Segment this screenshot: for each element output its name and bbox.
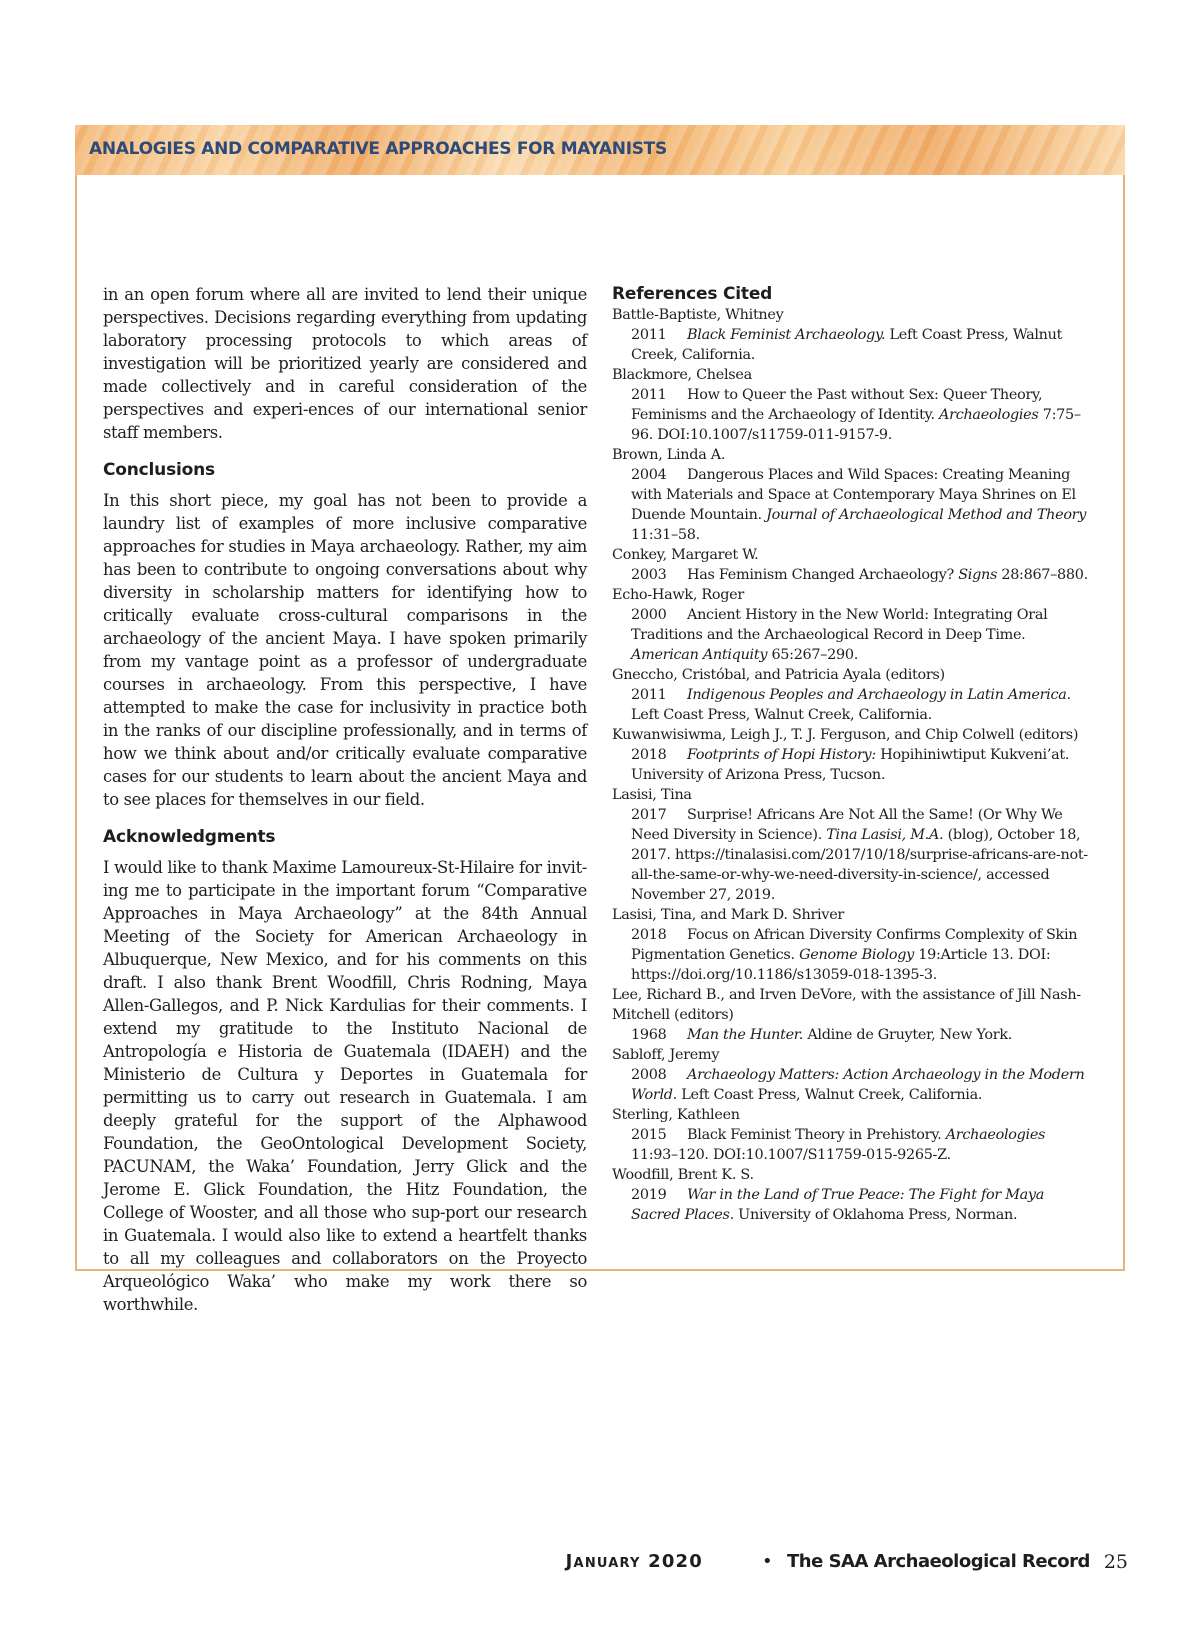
intro-paragraph: in an open forum where all are invited to lend their unique perspectives. Decisions regarding everything from updating laboratory processing protocols to which areas of investigation will be prioritized yearly are considered and made collectively and in careful consideration of the perspectives and experi-ences of our international senior staff members. [103, 285, 587, 442]
reference-title: Archaeology Matters: Action Archaeology in the Modern World [631, 1067, 1085, 1103]
reference-item [612, 985, 1092, 1045]
reference-year: 2003 [631, 567, 667, 583]
right-column [612, 283, 1092, 1225]
reference-entry [612, 1065, 1092, 1105]
reference-item [612, 725, 1092, 785]
reference-title: Indigenous Peoples and Archaeology in Latin America [687, 687, 1067, 703]
reference-text: Surprise! Africans Are Not All the Same! (Or Why We Need Diversity in Science). [631, 807, 1063, 843]
reference-title: Footprints of Hopi History: [687, 747, 876, 763]
reference-author: Woodfill, Brent K. S. [612, 1167, 754, 1183]
reference-entry [612, 685, 1092, 725]
reference-item [612, 905, 1092, 985]
reference-publication: 19:Article 13. DOI: https://doi.org/10.1186/s13059-018-1395-3. [631, 947, 1051, 983]
reference-title: Man the Hunter. [687, 1027, 804, 1043]
reference-year: 2019 [631, 1187, 667, 1203]
left-column [103, 283, 587, 1316]
reference-item [612, 545, 1092, 585]
reference-title: Signs [958, 567, 998, 583]
reference-author: Sterling, Kathleen [612, 1107, 740, 1123]
reference-author: Lasisi, Tina [612, 787, 692, 803]
reference-year: 2008 [631, 1067, 667, 1083]
reference-author: Lasisi, Tina, and Mark D. Shriver [612, 907, 844, 923]
reference-author: Gnecchо, Cristóbal, and Patricia Ayala (editors) [612, 667, 945, 683]
reference-item [612, 305, 1092, 365]
reference-title: Genome Biology [799, 947, 914, 963]
banner-title: ANALOGIES AND COMPARATIVE APPROACHES FOR MAYANISTS [89, 139, 667, 159]
reference-title: American Antiquity [631, 647, 768, 663]
reference-item [612, 665, 1092, 725]
reference-entry [612, 465, 1092, 545]
page-footer [0, 1551, 1200, 1581]
reference-publication: 7:75–96. DOI:10.1007/s11759-011-9157-9. [631, 407, 1081, 443]
acknowledgments-heading: Acknowledgments [103, 827, 276, 847]
reference-publication: 65:267–290. [767, 647, 859, 663]
acknowledgments-paragraph: I would like to thank Maxime Lamoureux-St-Hilaire for invit-ing me to participate in the important forum “Comparative Approaches in Maya Archaeology” at the 84th Annual Meeting of the Society for American Archaeology in Albuquerque, New Mexico, and for his comments on this draft. I also thank Brent Woodfill, Chris Rodning, Maya Allen-Gallegos, and P. Nick Kardulias for their comments. I extend my gratitude to the Instituto Nacional de Antropología e Historia de Guatemala (IDAEH) and the Ministerio de Cultura y Deportes in Guatemala for permitting us to carry out research in Guatemala. I am deeply grateful for the support of the Alphawood Foundation, the GeoOntological Development Society, PACUNAM, the Waka’ Foundation, Jerry Glick and the Jerome E. Glick Foundation, the Hitz Foundation, the College of Wooster, and all those who sup-port our research in Guatemala. I would also like to extend a heartfelt thanks to all my colleagues and collaborators on the Proyecto Arqueológico Waka’ who make my work there so worthwhile. [103, 858, 587, 1314]
reference-author: Kuwanwisiwma, Leigh J., T. J. Ferguson, and Chip Colwell (editors) [612, 727, 1079, 743]
reference-title: Journal of Archaeological Method and Theory [766, 507, 1087, 523]
reference-item [612, 785, 1092, 905]
reference-item [612, 1105, 1092, 1165]
reference-year: 2004 [631, 467, 667, 483]
reference-year: 2011 [631, 327, 667, 343]
reference-title: Archaeologies [945, 1127, 1046, 1143]
reference-publication: Left Coast Press, Walnut Creek, California. [631, 327, 1063, 363]
reference-author: Blackmore, Chelsea [612, 367, 752, 383]
reference-author: Battle-Baptiste, Whitney [612, 307, 784, 323]
page-number: 25 [1103, 1551, 1128, 1573]
conclusions-paragraph: In this short piece, my goal has not been to provide a laundry list of examples of more inclusive comparative approaches for studies in Maya archaeology. Rather, my aim has been to contribute to ongoing conversations about why diversity in scholarship matters for identifying how to critically evaluate cross-cultural comparisons in the archaeology of the ancient Maya. I have spoken primarily from my vantage point as a professor of undergraduate courses in archaeology. From this perspective, I have attempted to make the case for inclusivity in practice both in the ranks of our discipline professionally, and in terms of how we think about and/or critically evaluate comparative cases for our students to learn about the ancient Maya and to see places for themselves in our field. [103, 491, 587, 809]
reference-entry [612, 805, 1092, 905]
reference-year: 2017 [631, 807, 667, 823]
reference-author: Conkey, Margaret W. [612, 547, 759, 563]
conclusions-heading: Conclusions [103, 460, 215, 480]
reference-text: Focus on African Diversity Confirms Complexity of Skin Pigmentation Genetics. [631, 927, 1078, 963]
reference-publication: Hopihiniwtiput Kukveni’at. University of Arizona Press, Tucson. [631, 747, 1070, 783]
reference-publication: . Left Coast Press, Walnut Creek, California. [672, 1087, 983, 1103]
references-heading: References Cited [612, 284, 773, 304]
reference-entry [612, 1185, 1092, 1225]
reference-entry [612, 325, 1092, 365]
reference-entry [612, 745, 1092, 785]
reference-title: Archaeologies [939, 407, 1039, 423]
section-banner [75, 125, 1125, 175]
reference-publication: 28:867–880. [997, 567, 1088, 583]
reference-publication: (blog), October 18, 2017. https://tinalasisi.com/2017/10/18/surprise-africans-are-not-all-the-same-or-why-we-need-diversity-in-science/, accessed November 27, 2019. [631, 827, 1088, 903]
reference-entry [612, 1025, 1092, 1045]
reference-text: Dangerous Places and Wild Spaces: Creating Meaning with Materials and Space at Contemporary Maya Shrines on El Duende Mountain. [631, 467, 1076, 523]
reference-item [612, 445, 1092, 545]
reference-entry [612, 565, 1092, 585]
reference-entry [612, 1125, 1092, 1165]
reference-publication: 11:31–58. [631, 527, 700, 543]
reference-author: Echo-Hawk, Roger [612, 587, 744, 603]
reference-item [612, 1165, 1092, 1225]
footer-bullet: • [762, 1551, 773, 1572]
reference-year: 1968 [631, 1027, 667, 1043]
reference-year: 2000 [631, 607, 667, 623]
footer-date: January 2020 [565, 1551, 703, 1572]
reference-author: Lee, Richard B., and Irven DeVore, with the assistance of Jill Nash-Mitchell (editors) [612, 987, 1081, 1023]
reference-year: 2011 [631, 687, 667, 703]
reference-author: Brown, Linda A. [612, 447, 726, 463]
reference-title: Black Feminist Archaeology. [687, 327, 886, 343]
reference-entry [612, 605, 1092, 665]
reference-publication: . University of Oklahoma Press, Norman. [729, 1207, 1018, 1223]
reference-text: Black Feminist Theory in Prehistory. [687, 1127, 946, 1143]
reference-publication: 11:93–120. DOI:10.1007/S11759-015-9265-Z. [631, 1147, 951, 1163]
reference-year: 2018 [631, 747, 667, 763]
reference-title: Tina Lasisi, M.A. [826, 827, 944, 843]
reference-item [612, 585, 1092, 665]
reference-text: Has Feminism Changed Archaeology? [687, 567, 959, 583]
footer-journal-title: The SAA Archaeological Record [787, 1551, 1090, 1572]
reference-author: Sabloff, Jeremy [612, 1047, 720, 1063]
references-list [612, 305, 1092, 1225]
reference-item [612, 1045, 1092, 1105]
reference-item [612, 365, 1092, 445]
reference-entry [612, 925, 1092, 985]
reference-year: 2015 [631, 1127, 667, 1143]
reference-text: Ancient History in the New World: Integrating Oral Traditions and the Archaeological Record in Deep Time. [631, 607, 1048, 643]
reference-entry [612, 385, 1092, 445]
reference-year: 2011 [631, 387, 667, 403]
reference-year: 2018 [631, 927, 667, 943]
reference-publication: Aldine de Gruyter, New York. [803, 1027, 1013, 1043]
reference-text: How to Queer the Past without Sex: Queer Theory, Feminisms and the Archaeology of Identity. [631, 387, 1043, 423]
reference-publication: . Left Coast Press, Walnut Creek, California. [631, 687, 1071, 723]
reference-title: War in the Land of True Peace: The Fight for Maya Sacred Places [631, 1187, 1045, 1223]
